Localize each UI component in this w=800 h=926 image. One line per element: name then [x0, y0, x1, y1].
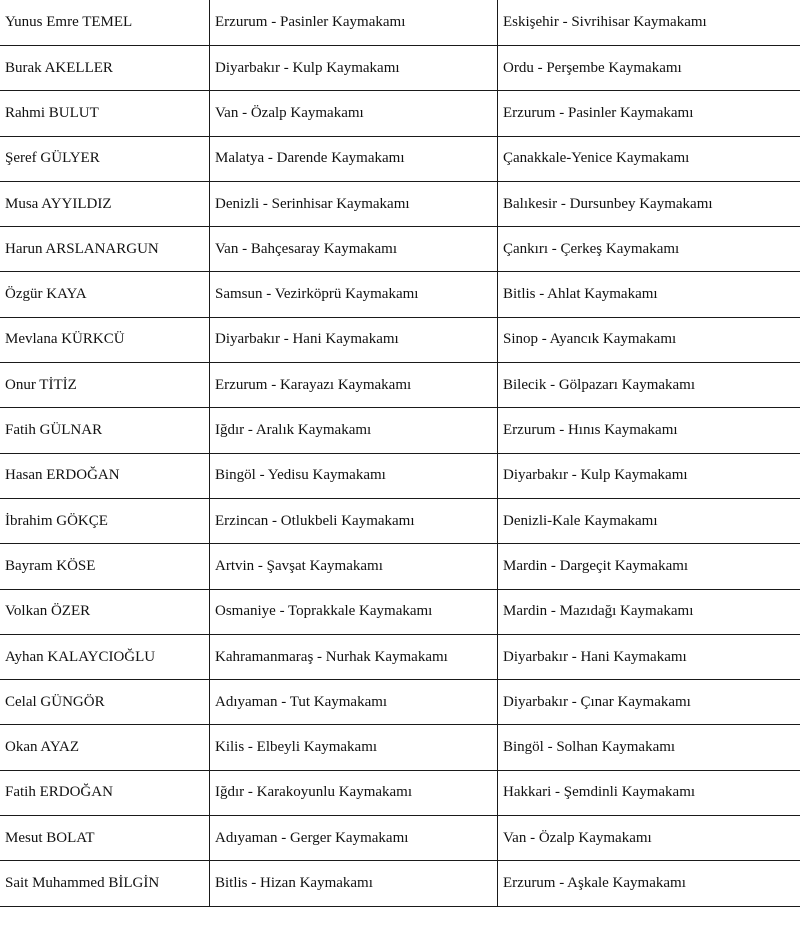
current-post: Iğdır - Aralık Kaymakamı: [210, 408, 498, 453]
new-post: Erzurum - Hınıs Kaymakamı: [498, 408, 800, 453]
table-row: [0, 816, 800, 861]
person-name: Bayram KÖSE: [0, 544, 210, 589]
current-post: Kilis - Elbeyli Kaymakamı: [210, 725, 498, 770]
new-post: Diyarbakır - Kulp Kaymakamı: [498, 453, 800, 498]
current-post: Bingöl - Yedisu Kaymakamı: [210, 453, 498, 498]
table-row: [0, 453, 800, 498]
table-row: [0, 770, 800, 815]
table-row: [0, 589, 800, 634]
current-post: Denizli - Serinhisar Kaymakamı: [210, 181, 498, 226]
current-post: Bitlis - Hizan Kaymakamı: [210, 861, 498, 906]
person-name: Mesut BOLAT: [0, 816, 210, 861]
current-post: Samsun - Vezirköprü Kaymakamı: [210, 272, 498, 317]
person-name: Celal GÜNGÖR: [0, 680, 210, 725]
person-name: Musa AYYILDIZ: [0, 181, 210, 226]
table-row: [0, 0, 800, 46]
new-post: Bingöl - Solhan Kaymakamı: [498, 725, 800, 770]
person-name: Ayhan KALAYCIOĞLU: [0, 634, 210, 679]
current-post: Erzincan - Otlukbeli Kaymakamı: [210, 498, 498, 543]
person-name: Yunus Emre TEMEL: [0, 0, 210, 46]
table-row: [0, 725, 800, 770]
current-post: Adıyaman - Tut Kaymakamı: [210, 680, 498, 725]
new-post: Bitlis - Ahlat Kaymakamı: [498, 272, 800, 317]
person-name: Sait Muhammed BİLGİN: [0, 861, 210, 906]
table-row: [0, 227, 800, 272]
table-row: [0, 91, 800, 136]
current-post: Kahramanmaraş - Nurhak Kaymakamı: [210, 634, 498, 679]
table-row: [0, 634, 800, 679]
new-post: Mardin - Mazıdağı Kaymakamı: [498, 589, 800, 634]
current-post: Iğdır - Karakoyunlu Kaymakamı: [210, 770, 498, 815]
new-post: Çanakkale-Yenice Kaymakamı: [498, 136, 800, 181]
table-row: [0, 408, 800, 453]
table-row: [0, 861, 800, 906]
person-name: Fatih ERDOĞAN: [0, 770, 210, 815]
new-post: Erzurum - Pasinler Kaymakamı: [498, 91, 800, 136]
table-row: [0, 498, 800, 543]
current-post: Erzurum - Pasinler Kaymakamı: [210, 0, 498, 46]
new-post: Van - Özalp Kaymakamı: [498, 816, 800, 861]
table-row: [0, 680, 800, 725]
person-name: İbrahim GÖKÇE: [0, 498, 210, 543]
person-name: Özgür KAYA: [0, 272, 210, 317]
table-row: [0, 46, 800, 91]
new-post: Eskişehir - Sivrihisar Kaymakamı: [498, 0, 800, 46]
current-post: Van - Bahçesaray Kaymakamı: [210, 227, 498, 272]
table-row: [0, 317, 800, 362]
table-row: [0, 363, 800, 408]
person-name: Burak AKELLER: [0, 46, 210, 91]
new-post: Bilecik - Gölpazarı Kaymakamı: [498, 363, 800, 408]
person-name: Şeref GÜLYER: [0, 136, 210, 181]
person-name: Rahmi BULUT: [0, 91, 210, 136]
table-row: [0, 544, 800, 589]
current-post: Osmaniye - Toprakkale Kaymakamı: [210, 589, 498, 634]
current-post: Erzurum - Karayazı Kaymakamı: [210, 363, 498, 408]
new-post: Hakkari - Şemdinli Kaymakamı: [498, 770, 800, 815]
new-post: Erzurum - Aşkale Kaymakamı: [498, 861, 800, 906]
table-row: [0, 136, 800, 181]
person-name: Mevlana KÜRKCÜ: [0, 317, 210, 362]
current-post: Diyarbakır - Kulp Kaymakamı: [210, 46, 498, 91]
current-post: Van - Özalp Kaymakamı: [210, 91, 498, 136]
person-name: Harun ARSLANARGUN: [0, 227, 210, 272]
person-name: Fatih GÜLNAR: [0, 408, 210, 453]
current-post: Adıyaman - Gerger Kaymakamı: [210, 816, 498, 861]
person-name: Okan AYAZ: [0, 725, 210, 770]
current-post: Diyarbakır - Hani Kaymakamı: [210, 317, 498, 362]
new-post: Çankırı - Çerkeş Kaymakamı: [498, 227, 800, 272]
new-post: Ordu - Perşembe Kaymakamı: [498, 46, 800, 91]
new-post: Diyarbakır - Hani Kaymakamı: [498, 634, 800, 679]
person-name: Volkan ÖZER: [0, 589, 210, 634]
person-name: Onur TİTİZ: [0, 363, 210, 408]
current-post: Artvin - Şavşat Kaymakamı: [210, 544, 498, 589]
current-post: Malatya - Darende Kaymakamı: [210, 136, 498, 181]
new-post: Sinop - Ayancık Kaymakamı: [498, 317, 800, 362]
new-post: Balıkesir - Dursunbey Kaymakamı: [498, 181, 800, 226]
new-post: Mardin - Dargeçit Kaymakamı: [498, 544, 800, 589]
table-row: [0, 272, 800, 317]
new-post: Denizli-Kale Kaymakamı: [498, 498, 800, 543]
table-row: [0, 181, 800, 226]
person-name: Hasan ERDOĞAN: [0, 453, 210, 498]
new-post: Diyarbakır - Çınar Kaymakamı: [498, 680, 800, 725]
